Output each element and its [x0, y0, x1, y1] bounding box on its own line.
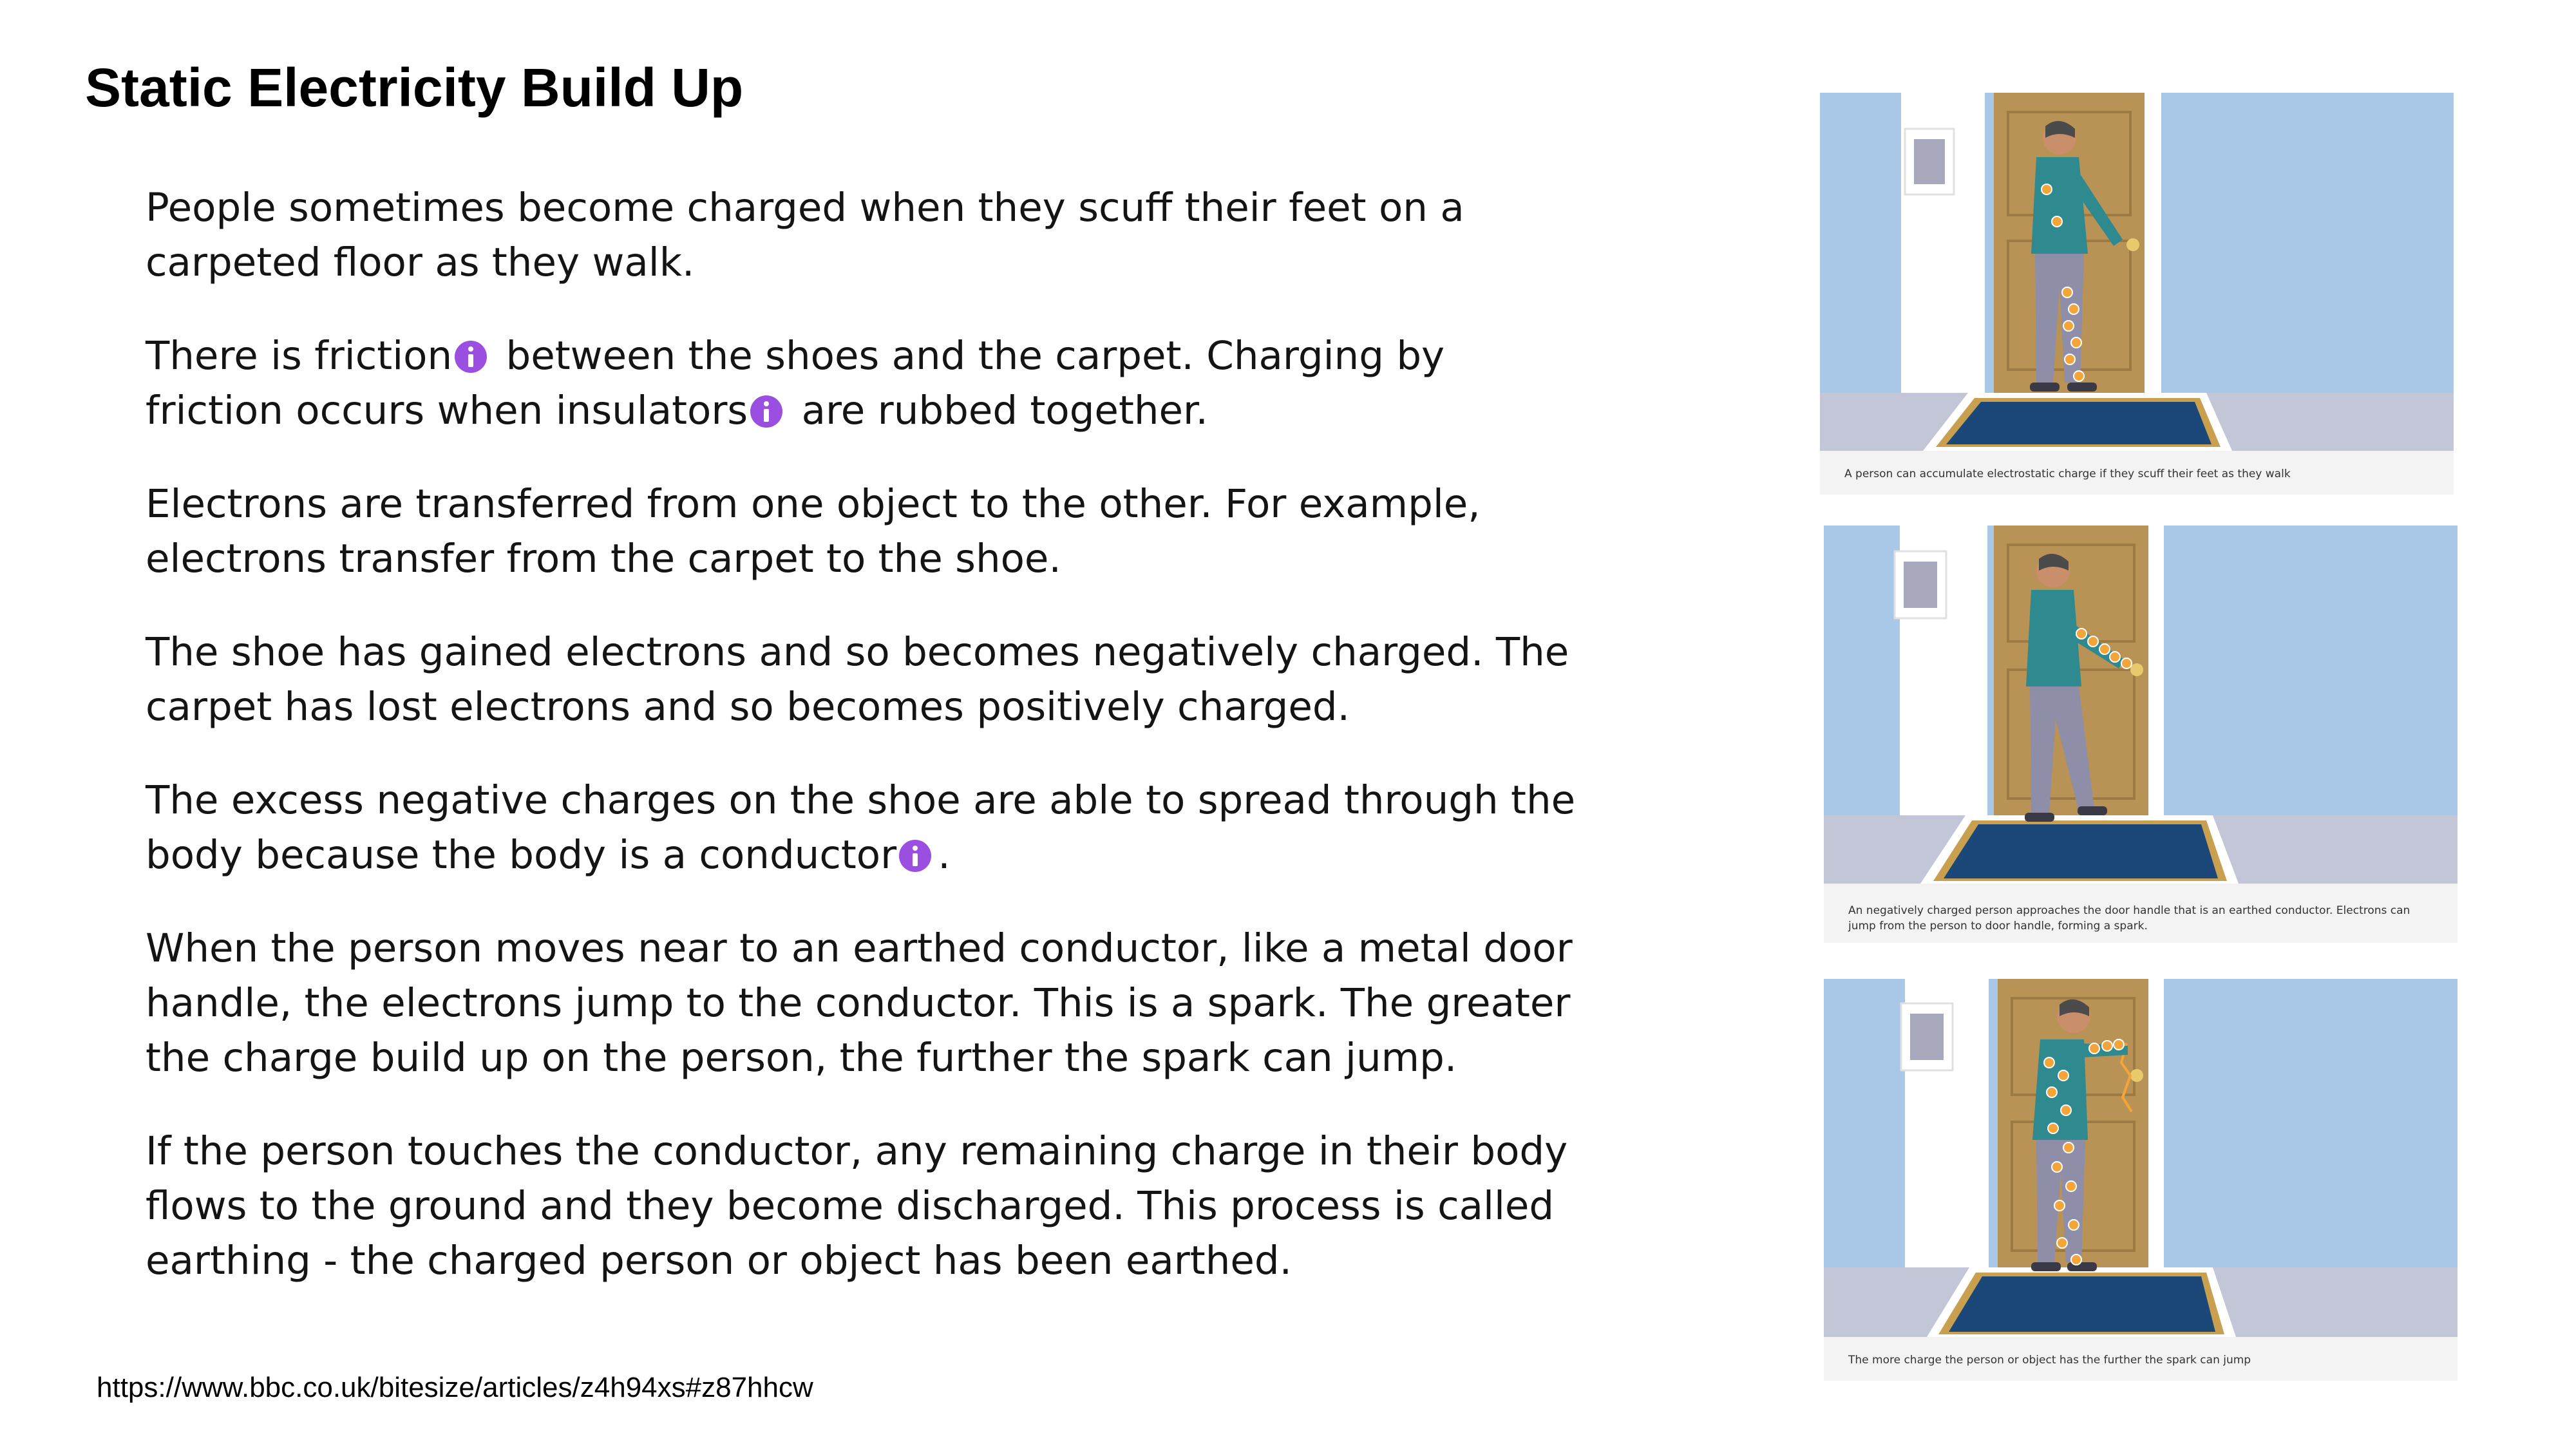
paragraph-2-part-a: There is	[146, 333, 315, 379]
glossary-term-insulators-label: insulators	[555, 388, 748, 433]
paragraph-5-part-a: The excess negative charges on the shoe are able to spread through the body because the body is a	[146, 777, 1576, 878]
illustration-caption: The more charge the person or object has the further the spark can jump	[1848, 1354, 2251, 1367]
illustration-approaching-handle-svg	[1824, 526, 2458, 943]
info-icon[interactable]	[750, 395, 782, 428]
person-shoe	[2031, 1262, 2061, 1271]
wall-divider	[2148, 979, 2164, 1267]
article-body	[146, 180, 1595, 1327]
paragraph-6: When the person moves near to an earthed conductor, like a metal door handle, the electrons jump to the conductor. This is a spark. The greater the charge build up on the person, the further the spark can jump.	[146, 925, 1573, 1081]
glossary-term-friction[interactable]	[314, 333, 493, 379]
illustration-approaching-handle	[1824, 526, 2458, 943]
info-icon[interactable]	[899, 840, 931, 872]
doormat	[1949, 1276, 2215, 1332]
paragraph-1: People sometimes become charged when they scuff their feet on a carpeted floor as they walk.	[146, 185, 1464, 285]
person-torso	[2031, 157, 2088, 254]
person-shoe	[2025, 813, 2054, 822]
illustration-spark-jump-svg	[1824, 979, 2458, 1381]
picture	[1904, 562, 1937, 608]
glossary-term-friction-label: friction	[314, 333, 453, 379]
paragraph-7: If the person touches the conductor, any remaining charge in their body flows to the ground and they become discharged. This process is called earthing - the charged person or object has been earthed.	[146, 1128, 1568, 1283]
paragraph-2-part-c: are rubbed together.	[789, 388, 1208, 433]
paragraph-2-part-b: between the shoes and the carpet. Charging by friction occurs when	[146, 333, 1445, 433]
wall-divider	[2145, 93, 2161, 393]
person-shoe	[2067, 383, 2097, 392]
glossary-term-insulators[interactable]	[556, 388, 789, 433]
person-shoe	[2030, 383, 2060, 392]
wall-divider	[2148, 526, 2164, 815]
door-handle	[2130, 663, 2143, 676]
door-handle	[2130, 1069, 2143, 1082]
picture	[1910, 1014, 1944, 1060]
doormat	[1946, 402, 2211, 444]
person-shoe	[2067, 1262, 2097, 1271]
paragraph-2	[146, 328, 1595, 438]
source-url: https://www.bbc.co.uk/bitesize/articles/z4h94xs#z87hhcw	[97, 1372, 813, 1403]
illustration-caption: An negatively charged person approaches the door handle that is an earthed conductor. Electrons can jump from the person to door handle, forming a spark.	[1848, 904, 2410, 933]
illustration-spark-jump	[1824, 979, 2458, 1381]
page-title: Static Electricity Build Up	[85, 57, 744, 118]
paragraph-5-part-b: .	[938, 832, 951, 878]
paragraph-4: The shoe has gained electrons and so becomes negatively charged. The carpet has lost electrons and so becomes positively charged.	[146, 629, 1569, 730]
glossary-term-conductor[interactable]	[699, 832, 938, 878]
person-shoe	[2078, 806, 2107, 815]
illustration-scuffing-feet	[1820, 93, 2454, 495]
paragraph-5	[146, 773, 1595, 882]
illustration-scuffing-feet-svg	[1820, 93, 2454, 495]
info-icon[interactable]	[455, 341, 487, 373]
paragraph-3: Electrons are transferred from one object to the other. For example, electrons transfer from the carpet to the shoe.	[146, 481, 1481, 582]
person-torso	[2032, 1039, 2088, 1140]
picture	[1914, 139, 1945, 184]
glossary-term-conductor-label: conductor	[699, 832, 897, 878]
door-handle	[2126, 238, 2139, 251]
doormat	[1944, 824, 2218, 878]
illustration-caption: A person can accumulate electrostatic charge if they scuff their feet as they walk	[1844, 468, 2291, 480]
